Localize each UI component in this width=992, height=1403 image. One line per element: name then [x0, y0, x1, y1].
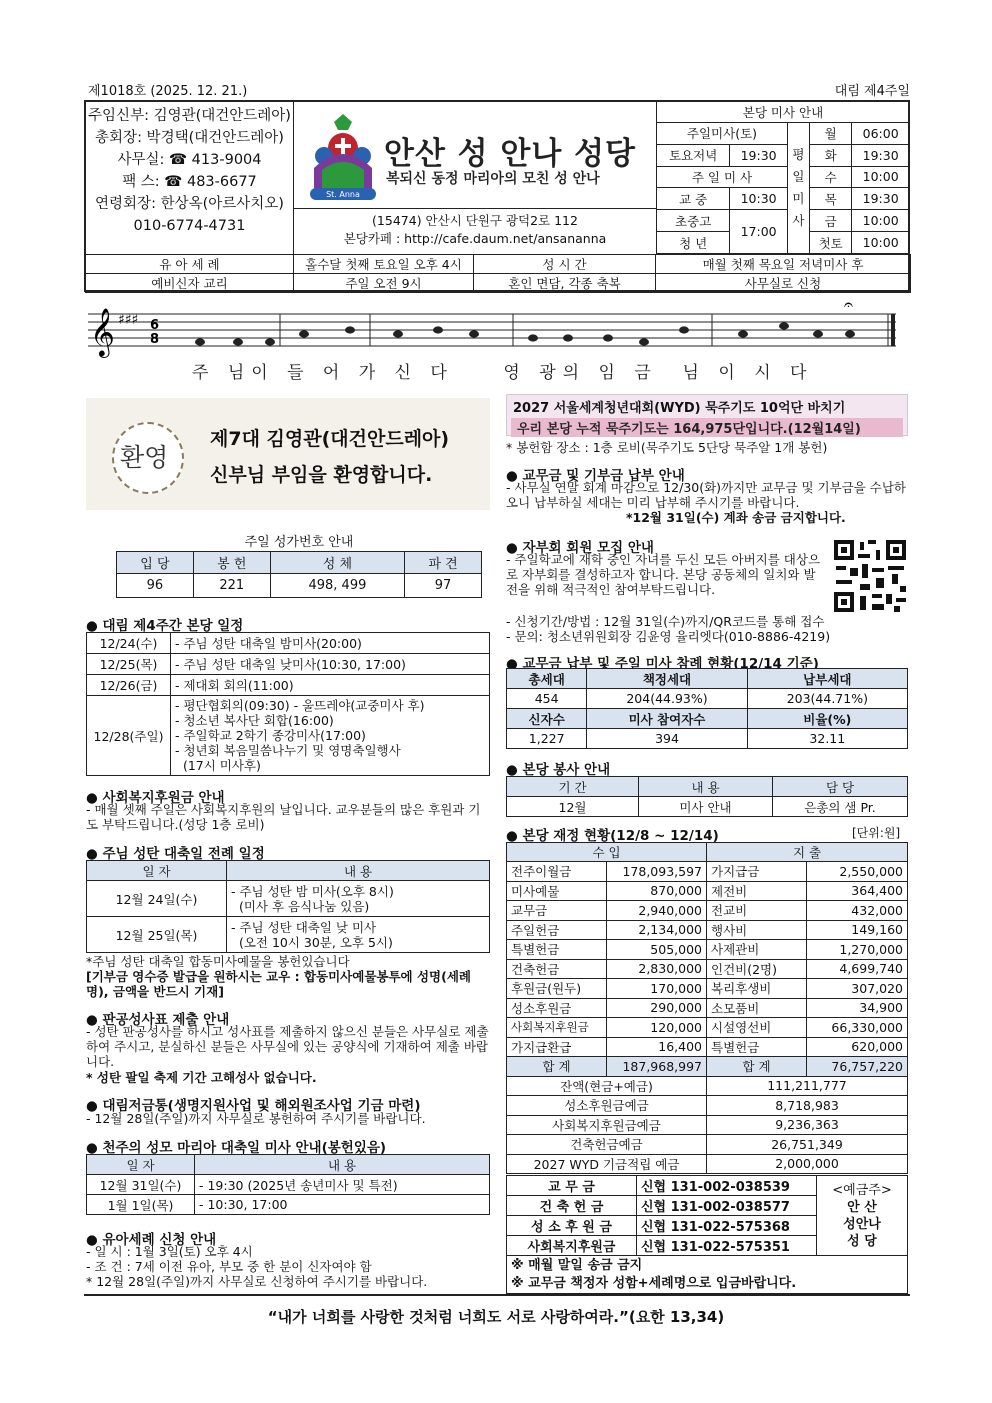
hymn-number-table: 주일 성가번호 안내 입 당 봉 헌 성 체 파 견 96 221 498, 499 97	[116, 530, 482, 598]
welcome-line-2: 신부님 부임을 환영합니다.	[210, 464, 433, 486]
svg-text:6: 6	[150, 318, 160, 333]
hymn-lyrics: 주 님이 들 어 가 신 다 영 광의 임 금 님 이 시 다	[192, 363, 814, 383]
wyd-line-1: 2027 서울세계청년대회(WYD) 묵주기도 10억단 바치기	[513, 401, 846, 416]
service-title: ● 본당 봉사 안내	[506, 762, 611, 778]
svg-text:𝄐: 𝄐	[844, 296, 853, 314]
sun-mass-label: 주 일 미 사	[657, 166, 788, 188]
christmas-note-2: [기부금 영수증 발급을 원하시는 교우 : 합동미사예물봉투에 성명(세례명), 금액을 반드시 기재]	[86, 969, 471, 999]
savings-text: - 12월 28일(주일)까지 사무실로 봉헌하여 주시기를 바랍니다.	[86, 1111, 426, 1126]
fax-number: 팩 스: ☎ 483-6677	[122, 174, 257, 190]
christmas-liturgy-table: 일 자 내 용 12월 24일(수) - 주님 성탄 밤 미사(오후 8시) (미사 후 음식나눔 있음) 12월 25일(목) - 주님 성탄 대축일 낮 미사 (오전 10시 30분, 오후 5시)	[86, 860, 490, 953]
svg-text:𝄞: 𝄞	[90, 307, 115, 356]
confession-note: * 성탄 팔일 축제 기간 고해성사 없습니다.	[86, 1070, 317, 1085]
dues-title: ● 교무금 및 기부금 납부 안내	[506, 468, 685, 484]
parish-subtitle: 복되신 동정 마리아의 모친 성 안나	[386, 171, 600, 187]
parish-cafe-link[interactable]: 본당카페 : http://cafe.daum.net/ansananna	[343, 231, 607, 246]
finance-title: ● 본당 재정 현황(12/8 ~ 12/14)	[506, 828, 719, 844]
footer-quote: “내가 너희를 사랑한 것처럼 너희도 서로 사랑하여라.”(요한 13,34)	[267, 1308, 725, 1326]
wyd-line-2: 우리 본당 누적 묵주기도는 164,975단입니다.(12월14일)	[511, 418, 903, 437]
infant-line-1: - 일 시 : 1월 3일(토) 오후 4시	[86, 1244, 253, 1259]
wyd-note: * 봉헌함 장소 : 1층 로비(묵주기도 5단당 묵주알 1개 봉헌)	[506, 440, 828, 455]
dues-emphasis: *12월 31일(수) 계좌 송금 금지합니다.	[626, 510, 846, 525]
schedule-title: ● 대림 제4주간 본당 일정	[86, 618, 244, 634]
liturgical-season: 대림 제4주일	[834, 84, 910, 99]
federation-phone: 010-6774-4731	[133, 218, 246, 234]
sat-mass-label: 주일미사(토)	[657, 122, 788, 144]
priest-name: 주임신부: 김영관(대건안드레아)	[88, 108, 291, 124]
issue-number: 제1018호 (2025. 12. 21.)	[88, 84, 248, 99]
svg-text:8: 8	[150, 332, 160, 347]
dues-text: - 사무실 연말 회계 마감으로 12/30(화)까지만 교무금 및 기부금을 수납하오니 납부하실 세대는 미리 납부해 주시기를 바랍니다.	[506, 480, 906, 510]
finance-table: 수 입 지 출 전주이월금 178,093,597 가지급금 2,550,000 미사예물 870,000 제전비 364,400 교무금 2,940,000 전교비 432,000 주일헌금 2,134,000 행사비 149,160 특별헌금 505,000 사제관비 1,270,000 건축헌금 2,830,000 인건비(2명) 4,699,740 후원금(원두) 170,000 복리후생비 307,020 성소후원금 290,000 소모품비 34,900 사회복지후원금 120,000 시설영선비 66,330,000 가지급환급 16,400 특별헌금 620,000 합 계 187,968,997 합 계 76,757,220 잔액(현금+예금) 111,211,777 성소후원금예금 8,718,983 사회복지후원금예금 9,236,363 건축헌금예금 26,751,349 2027 WYD 기금적립 예금 2,000,000	[506, 842, 908, 1174]
savings-title: ● 대림저금통(생명지원사업 및 해외원조사업 기금 마련)	[86, 1098, 421, 1114]
mass-table-title: 본당 미사 안내	[657, 102, 910, 123]
president-name: 총회장: 박경택(대건안드레아)	[95, 130, 284, 146]
mary-mass-table: 일 자 내 용 12월 31일(수) - 19:30 (2025년 송년미사 및 특전) 1월 1일(목) - 10:30, 17:00	[86, 1154, 490, 1215]
christmas-note-1: *주님 성탄 대축일 합동미사예물을 봉헌있습니다	[86, 954, 350, 969]
confession-text: - 성탄 판공성사를 하시고 성사표를 제출하지 않으신 분들은 사무실로 제출하여 주시고, 분실하신 분들은 사무실에 있는 공양식에 기재하여 제출 바랍니다.	[86, 1024, 489, 1069]
account-note-2: ※ 교무금 책정자 성함+세례명으로 입금바랍니다.	[511, 1275, 797, 1291]
welcome-banner	[86, 398, 490, 510]
federation-head: 연령회장: 한상옥(아르사치오)	[95, 196, 284, 212]
welfare-text: - 매월 셋째 주일은 사회복지후원의 날입니다. 교우분들의 많은 후원과 기도 부탁드립니다.(성당 1층 로비)	[86, 802, 481, 832]
logo-text: St. Anna	[326, 190, 360, 199]
account-note-1: ※ 매월 말일 송금 금지	[511, 1257, 643, 1273]
office-phone: 사무실: ☎ 413-9004	[117, 152, 262, 168]
bank-accounts-table: 교 무 금 신협 131-002-038539 <예금주> 안 산 성안나 성 당 건 축 헌 금 신협 131-002-038577 성 소 후 원 금 신협 131-022-575368 사회복지후원금 신협 131-022-575351 ※ 매월 말일 송금 금지 ※ 교무금 책정자 성함+세례명으로 입금바랍니다.	[506, 1175, 908, 1294]
infant-line-2: - 조 건 : 7세 이전 유아, 부모 중 한 분이 신자여야 함	[86, 1259, 372, 1274]
account-holder-label: <예금주>	[832, 1182, 892, 1198]
infant-line-3: * 12월 28일(주일)까지 사무실로 신청하여 주시기를 바랍니다.	[86, 1274, 428, 1289]
info-rows-table: 유 아 세 례 홀수달 첫째 토요일 오후 4시 성 시 간 매월 첫째 목요일 저녁미사 후 예비신자 교리 주일 오전 9시 혼인 면담, 각종 축복 사무실로 신청	[85, 254, 911, 293]
svg-text:♯♯♯: ♯♯♯	[118, 312, 139, 328]
fathers-contact: - 문의: 청소년위원회장 김윤영 율리엣다(010-8886-4219)	[506, 629, 831, 644]
dues-status-table: 총세대 책정세대 납부세대 454 204(44.93%) 203(44.71%) 신자수 미사 참여자수 비율(%) 1,227 394 32.11	[506, 668, 908, 749]
fathers-period: - 신청기간/방법 : 12월 31일(수)까지/QR코드를 통해 접수	[506, 614, 825, 629]
finance-unit: [단위:원]	[852, 826, 901, 840]
hymn-staff	[88, 296, 908, 358]
christmas-title: ● 주님 성탄 대축일 전례 일정	[86, 846, 265, 862]
mary-title: ● 천주의 성모 마리아 대축일 미사 안내(봉헌있음)	[86, 1140, 387, 1156]
service-table: 기 간 내 용 담 당 12월 미사 안내 은총의 샘 Pr.	[506, 776, 908, 817]
qr-code-icon[interactable]	[832, 538, 908, 614]
welcome-badge: 환영	[120, 443, 169, 472]
status-title: ● 교무금 납부 및 주일 미사 참례 현황(12/14 기준)	[506, 656, 819, 672]
infant-title: ● 유아세례 신청 안내	[86, 1232, 217, 1248]
fathers-text: - 주일학교에 재학 중인 자녀를 두신 모든 아버지를 대상으로 자부회를 결성하고자 합니다. 본당 공동체의 일치와 발전을 위해 적극적인 참여부탁드립니다.	[506, 552, 821, 597]
welfare-title: ● 사회복지후원금 안내	[86, 790, 225, 806]
hymn-table-title: 주일 성가번호 안내	[117, 530, 482, 551]
wyd-banner	[506, 394, 908, 436]
weekly-schedule-table: 12/24(수) - 주님 성탄 대축일 밤미사(20:00) 12/25(목) - 주님 성탄 대축일 낮미사(10:30, 17:00) 12/26(금) - 제대회 회의(11:00) 12/28(주일) - 평단협회의(09:30) - 울뜨레야(교중미사 후) - 청소년 복사단 회합(16:00) - 주일학교 2학기 종강미사(17:00) - 청년회 복음밀씀나누기 및 영명축일행사 (17시 미사후)	[86, 632, 490, 776]
parish-logo	[308, 110, 378, 202]
confession-title: ● 판공성사표 제출 안내	[86, 1012, 230, 1028]
parish-address: (15474) 안산시 단원구 광덕2로 112	[372, 213, 578, 228]
mass-schedule-table: 본당 미사 안내 주일미사(토) 평 일 미 사 월 06:00 토요저녁 19:30 화 19:30 주 일 미 사 수 10:00 교 중 10:30 목 19:30 초중고 17:00 금 10:00 청 년 첫토 10:00	[656, 101, 910, 254]
parish-name: 안산 성 안나 성당	[384, 136, 636, 172]
top-info-box	[84, 100, 910, 292]
welcome-line-1: 제7대 김영관(대건안드레아)	[210, 428, 450, 450]
fathers-title: ● 자부회 회원 모집 안내	[506, 540, 654, 556]
